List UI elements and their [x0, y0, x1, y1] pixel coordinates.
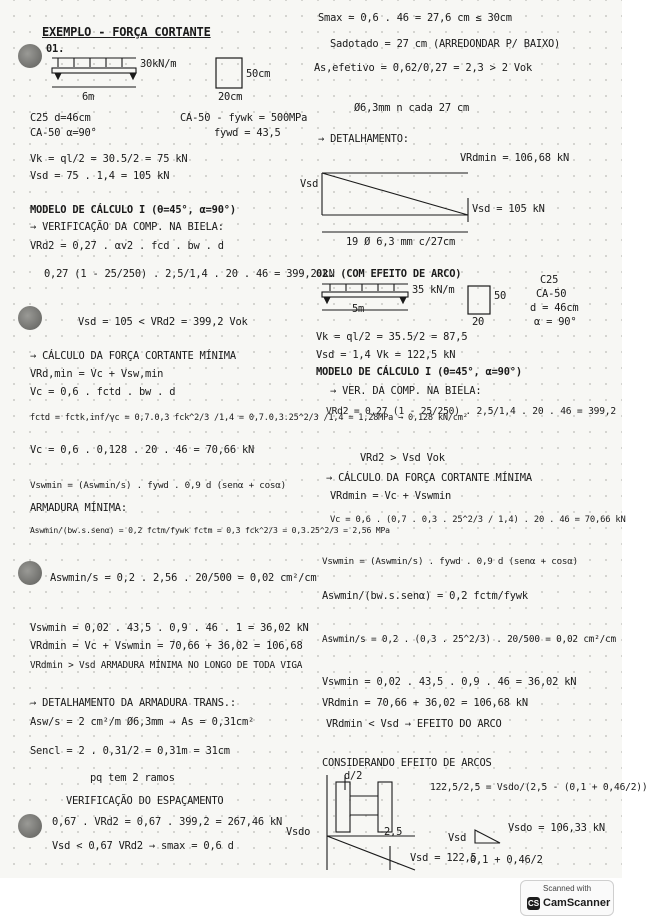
note-line: Vk = ql/2 = 35.5/2 = 87,5 [316, 331, 468, 343]
camscanner-app-name: CamScanner [543, 897, 611, 909]
note-line: VRdmin = 70,66 + 36,02 = 106,68 kN [322, 697, 528, 709]
section-width-label: 20 [472, 316, 485, 328]
load-label: 30kN/m [140, 58, 177, 70]
note-line: Asw/s = 2 cm²/m Ø6,3mm → As = 0,31cm² [30, 716, 255, 728]
note-line: Sadotado = 27 cm (ARREDONDAR P/ BAIXO) [330, 38, 561, 50]
note-line: Vsd < 0,67 VRd2 → smax = 0,6 d [52, 840, 234, 852]
diagram-label: Vsd = 122,5 [410, 852, 477, 864]
section-heading: → CÁLCULO DA FORÇA CORTANTE MÍNIMA [326, 472, 532, 484]
note-line: Vsd = 105 < VRd2 = 399,2 Vok [78, 316, 248, 328]
note-line: Vk = ql/2 = 30.5/2 = 75 kN [30, 153, 188, 165]
note-line: → VER. DA COMP. NA BIELA: [330, 385, 482, 397]
note-line: C25 d=46cm [30, 112, 91, 124]
note-line: Sencl = 2 . 0,31/2 = 0,31m = 31cm [30, 745, 230, 757]
section-heading: → DETALHAMENTO DA ARMADURA TRANS.: [30, 697, 236, 709]
diagram-label: Vsd [300, 178, 319, 190]
note-line: CA-50 [536, 288, 567, 300]
note-line: VRd2 = 0,27 . αv2 . fcd . bw . d [30, 240, 224, 252]
section-height-label: 50cm [246, 68, 271, 80]
diagram-label: Vsd [448, 832, 467, 844]
span-label: 6m [82, 91, 95, 103]
note-line: Aswmin/s = 0,2 . 2,56 . 20/500 = 0,02 cm²/cm [50, 572, 317, 584]
example-heading: 02. (COM EFEITO DE ARCO) [316, 268, 462, 280]
diagram-label: d/2 [344, 770, 363, 782]
note-line: 0,27 (1 - 25/250) . 2,5/1,4 . 20 . 46 = 399,2 kN [44, 268, 335, 280]
section-height-label: 50 [494, 290, 507, 302]
diagram-label: 2,5 [384, 826, 403, 838]
note-line: Smax = 0,6 . 46 = 27,6 cm ≤ 30cm [318, 12, 512, 24]
camscanner-badge [520, 880, 614, 916]
span-label: 5m [352, 303, 365, 315]
note-line: Vswmin = (Aswmin/s) . fywd . 0,9 d (senα + cosα) [30, 480, 286, 491]
load-label: 35 kN/m [412, 284, 455, 296]
section-heading: → DETALHAMENTO: [318, 133, 409, 145]
shear-diagram-1 [322, 173, 468, 232]
note-line: fctd = fctk,inf/γc = 0,7.0,3 fck^2/3 /1,4 = 0,7.0,3.25^2/3 /1,4 = 1,28MPa → 0,128 kN/cm² [30, 413, 468, 423]
note-line: Vc = 0,6 . fctd . bw . d [30, 386, 176, 398]
note-line: VRdmin = Vc + Vswmin = 70,66 + 36,02 = 106,68 [30, 640, 303, 652]
note-line: VERIFICAÇÃO DO ESPAÇAMENTO [66, 795, 224, 807]
note-line: As,efetivo = 0,62/0,27 = 2,3 > 2 Vok [314, 62, 533, 74]
diagram-label: Vsd = 105 kN [472, 203, 545, 215]
note-line: VRd2 = 0,27 (1 - 25/250) . 2,5/1,4 . 20 . 46 = 399,2 [326, 406, 616, 417]
diagram-label: 0,1 + 0,46/2 [470, 854, 543, 866]
section-heading: → CÁLCULO DA FORÇA CORTANTE MÍNIMA [30, 350, 236, 362]
note-line: Vsdo = 106,33 kN [508, 822, 605, 834]
section-heading: CONSIDERANDO EFEITO DE ARCOS [322, 757, 492, 769]
note-line: Aswmin/(bw.s.senα) = 0,2 fctm/fywk [322, 590, 528, 602]
note-line: CA-50 α=90° [30, 127, 97, 139]
diagram-label: Vsdo [286, 826, 311, 838]
section-2-sketch [468, 286, 490, 314]
note-line: Vswmin = 0,02 . 43,5 . 0,9 . 46 . 1 = 36,02 kN [30, 622, 309, 634]
camscanner-logo-icon: CS [527, 899, 540, 908]
note-line: Vc = 0,6 . 0,128 . 20 . 46 = 70,66 kN [30, 444, 255, 456]
note-line: ARMADURA MÍNIMA: [30, 502, 127, 514]
note-line: CA-50 - fywk = 500MPa [180, 112, 308, 124]
note-line: Vswmin = 0,02 . 43,5 . 0,9 . 46 = 36,02 kN [322, 676, 577, 688]
example-number: 01. [46, 43, 65, 55]
note-line: Vsd = 1,4 Vk = 122,5 kN [316, 349, 456, 361]
note-line: fywd = 43,5 [214, 127, 281, 139]
beam-1-sketch [52, 58, 136, 87]
note-line: Vc = 0,6 . (0,7 . 0,3 . 25^2/3 / 1,4) . 20 . 46 = 70,66 kN [330, 515, 626, 525]
beam-2-sketch [322, 284, 408, 310]
note-line: VRd2 > Vsd Vok [360, 452, 445, 464]
note-line: C25 [540, 274, 559, 286]
section-width-label: 20cm [218, 91, 243, 103]
note-line: VRdmin > Vsd ARMADURA MÍNIMA NO LONGO DE TODA VIGA [30, 660, 303, 671]
note-line: Aswmin/(bw.s.senα) = 0,2 fctm/fywk fctm = 0,3 fck^2/3 = 0,3.25^2/3 = 2,56 MPa [30, 525, 390, 535]
page-title: EXEMPLO - FORÇA CORTANTE [42, 25, 211, 39]
note-line: Ø6,3mm n cada 27 cm [354, 102, 470, 114]
scanned-with-text: Scanned with [542, 884, 592, 893]
diagram-label: 19 Ø 6,3 mm c/27cm [346, 236, 456, 248]
note-line: 0,67 . VRd2 = 0,67 . 399,2 = 267,46 kN [52, 816, 283, 828]
note-line: Aswmin/s = 0,2 . (0,3 . 25^2/3) . 20/500 = 0,02 cm²/cm [322, 634, 616, 645]
note-line: VRdmin = Vc + Vswmin [330, 490, 452, 502]
note-line: Vsd = 75 . 1,4 = 105 kN [30, 170, 170, 182]
note-line: α = 90° [534, 316, 577, 328]
note-line: Vswmin = (Aswmin/s) . fywd . 0,9 d (senα + cosα) [322, 556, 578, 567]
note-line: VRd,min = Vc + Vsw,min [30, 368, 164, 380]
section-1-sketch [216, 58, 242, 88]
section-heading: MODELO DE CÁLCULO I (θ=45°, α=90°) [316, 366, 522, 378]
section-heading: MODELO DE CÁLCULO I (θ=45°, α=90°) [30, 204, 236, 216]
note-line: → VERIFICAÇÃO DA COMP. NA BIELA: [30, 221, 224, 233]
note-line: d = 46cm [530, 302, 579, 314]
note-line: pq tem 2 ramos [90, 772, 175, 784]
note-line: 122,5/2,5 = Vsdo/(2,5 - (0,1 + 0,46/2)) [430, 782, 647, 793]
diagram-label: VRdmin = 106,68 kN [460, 152, 570, 164]
note-line: VRdmin < Vsd → EFEITO DO ARCO [326, 718, 502, 730]
